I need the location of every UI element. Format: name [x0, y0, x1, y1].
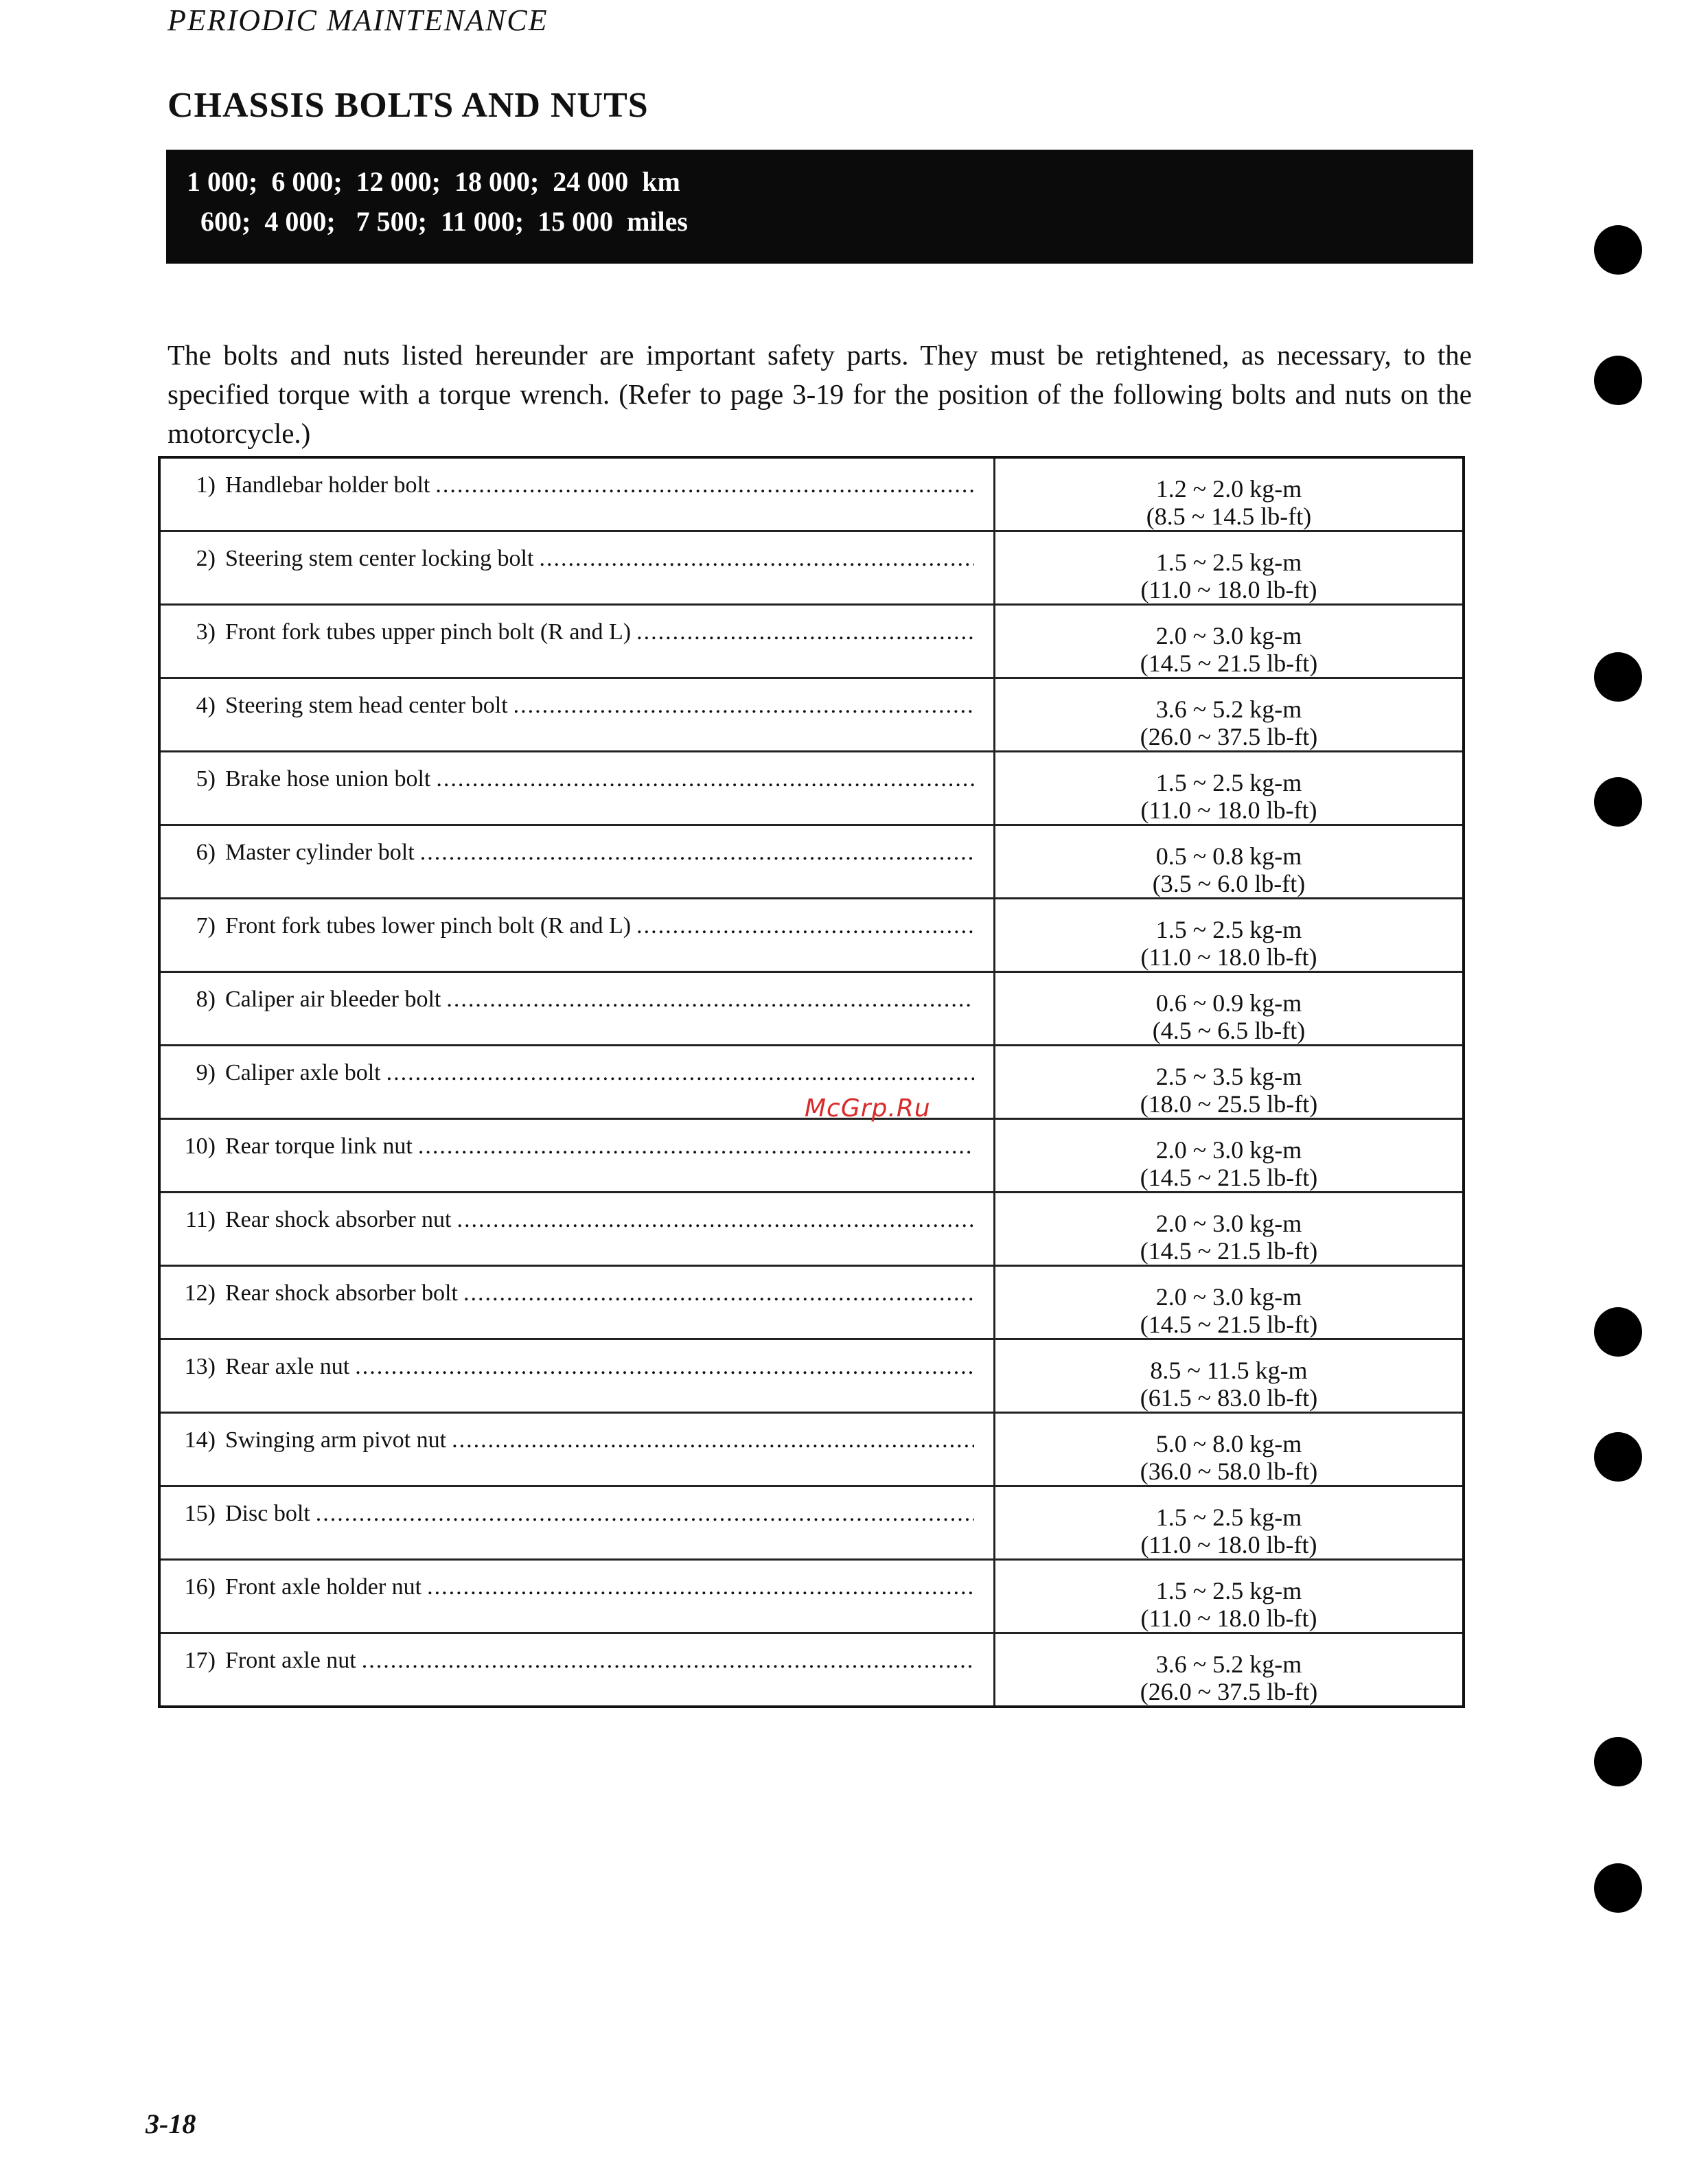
torque-value-cell: [995, 605, 1464, 678]
bolt-name: Disc bolt: [225, 1501, 310, 1526]
bolt-name: Front fork tubes upper pinch bolt (R and L): [225, 619, 632, 645]
bolt-item-cell: [159, 1119, 995, 1193]
bolt-item-cell: [159, 972, 995, 1046]
torque-imperial: (11.0 ~ 18.0 lb-ft): [1140, 576, 1317, 603]
item-number: 4): [196, 693, 216, 718]
item-number: 17): [184, 1648, 216, 1673]
torque-table: [158, 456, 1465, 1708]
bolt-name: Brake hose union bolt: [225, 766, 431, 792]
item-number: 13): [184, 1354, 216, 1379]
intro-paragraph: The bolts and nuts listed hereunder are important safety parts. They must be retightened, as necessary, to the specified torque with a torque wrench. (Refer to page 3-19 for the position of the following bolts and nuts on the motorcycle.): [168, 339, 1472, 449]
item-number: 16): [184, 1574, 216, 1600]
running-head: PERIODIC MAINTENANCE: [168, 3, 549, 37]
bolt-item-cell: [159, 752, 995, 825]
bolt-name: Front fork tubes lower pinch bolt (R and L): [225, 913, 632, 939]
dot-leader: [636, 913, 974, 939]
table-row: [159, 1633, 1464, 1707]
item-number: 14): [184, 1427, 216, 1453]
dot-leader: [362, 1648, 974, 1674]
punch-hole-icon: [1594, 1432, 1642, 1482]
torque-imperial: (14.5 ~ 21.5 lb-ft): [1140, 649, 1318, 677]
section-title: CHASSIS BOLTS AND NUTS: [168, 86, 649, 125]
torque-metric: 2.0 ~ 3.0 kg-m: [1155, 1283, 1302, 1311]
torque-imperial: (26.0 ~ 37.5 lb-ft): [1140, 1678, 1318, 1705]
dot-leader: [436, 766, 974, 792]
item-number: 9): [196, 1060, 216, 1085]
bolt-item-cell: [159, 899, 995, 972]
interval-miles: 600; 4 000; 7 500; 11 000; 15 000 miles: [187, 206, 688, 237]
torque-value-cell: [995, 531, 1464, 605]
torque-metric: 1.5 ~ 2.5 kg-m: [1155, 549, 1302, 576]
table-row: [159, 1193, 1464, 1266]
torque-metric: 1.5 ~ 2.5 kg-m: [1155, 1577, 1302, 1604]
torque-metric: 2.0 ~ 3.0 kg-m: [1155, 1136, 1302, 1164]
dot-leader: [636, 619, 974, 645]
bolt-name: Rear shock absorber bolt: [225, 1280, 458, 1306]
dot-leader: [539, 546, 974, 572]
bolt-name: Rear axle nut: [225, 1354, 350, 1379]
torque-metric: 8.5 ~ 11.5 kg-m: [1150, 1357, 1308, 1384]
torque-metric: 2.0 ~ 3.0 kg-m: [1155, 622, 1302, 649]
torque-metric: 5.0 ~ 8.0 kg-m: [1155, 1430, 1302, 1458]
bolt-item-cell: [159, 825, 995, 899]
table-row: [159, 825, 1464, 899]
bolt-item-cell: [159, 457, 995, 531]
item-number: 10): [184, 1133, 216, 1159]
torque-value-cell: [995, 752, 1464, 825]
bolt-item-cell: [159, 1486, 995, 1560]
bolt-item-cell: [159, 1413, 995, 1486]
torque-imperial: (14.5 ~ 21.5 lb-ft): [1140, 1311, 1318, 1338]
dot-leader: [420, 840, 974, 866]
torque-imperial: (11.0 ~ 18.0 lb-ft): [1140, 1531, 1317, 1558]
item-number: 6): [196, 840, 216, 865]
bolt-name: Handlebar holder bolt: [225, 472, 430, 498]
table-row: [159, 899, 1464, 972]
dot-leader: [457, 1207, 974, 1233]
table-row: [159, 1266, 1464, 1339]
bolt-name: Steering stem center locking bolt: [225, 546, 534, 571]
table-row: [159, 1560, 1464, 1633]
torque-value-cell: [995, 1560, 1464, 1633]
item-number: 3): [196, 619, 216, 645]
torque-imperial: (61.5 ~ 83.0 lb-ft): [1140, 1384, 1318, 1412]
dot-leader: [452, 1427, 974, 1453]
torque-imperial: (3.5 ~ 6.0 lb-ft): [1152, 870, 1306, 897]
torque-imperial: (11.0 ~ 18.0 lb-ft): [1140, 1604, 1317, 1632]
table-row: [159, 1486, 1464, 1560]
torque-imperial: (14.5 ~ 21.5 lb-ft): [1140, 1164, 1318, 1191]
torque-value-cell: [995, 972, 1464, 1046]
table-row: [159, 1413, 1464, 1486]
interval-km: 1 000; 6 000; 12 000; 18 000; 24 000 km: [187, 166, 680, 197]
item-number: 5): [196, 766, 216, 792]
bolt-name: Front axle nut: [225, 1648, 356, 1673]
torque-metric: 2.5 ~ 3.5 kg-m: [1155, 1063, 1302, 1090]
punch-hole-icon: [1594, 1307, 1642, 1357]
table-row: [159, 972, 1464, 1046]
torque-imperial: (18.0 ~ 25.5 lb-ft): [1140, 1090, 1318, 1118]
dot-leader: [316, 1501, 974, 1527]
item-number: 2): [196, 546, 216, 571]
dot-leader: [446, 987, 974, 1013]
dot-leader: [386, 1060, 974, 1086]
torque-imperial: (4.5 ~ 6.5 lb-ft): [1152, 1017, 1306, 1044]
table-row: [159, 457, 1464, 531]
torque-value-cell: [995, 899, 1464, 972]
torque-value-cell: [995, 1413, 1464, 1486]
dot-leader: [513, 693, 974, 719]
torque-metric: 1.5 ~ 2.5 kg-m: [1155, 1504, 1302, 1531]
bolt-item-cell: [159, 678, 995, 752]
torque-value-cell: [995, 1339, 1464, 1413]
table-row: [159, 531, 1464, 605]
maintenance-interval-banner: [166, 150, 1473, 264]
torque-value-cell: [995, 825, 1464, 899]
table-row: [159, 1119, 1464, 1193]
item-number: 12): [184, 1280, 216, 1306]
punch-hole-icon: [1594, 1863, 1642, 1913]
dot-leader: [435, 472, 974, 498]
torque-metric: 3.6 ~ 5.2 kg-m: [1155, 695, 1302, 723]
table-row: [159, 678, 1464, 752]
torque-metric: 1.5 ~ 2.5 kg-m: [1155, 916, 1302, 943]
punch-hole-icon: [1594, 225, 1642, 275]
torque-value-cell: [995, 1633, 1464, 1707]
bolt-name: Caliper air bleeder bolt: [225, 987, 441, 1012]
bolt-item-cell: [159, 1339, 995, 1413]
torque-imperial: (36.0 ~ 58.0 lb-ft): [1140, 1458, 1318, 1485]
bolt-name: Master cylinder bolt: [225, 840, 415, 865]
bolt-item-cell: [159, 1560, 995, 1633]
item-number: 7): [196, 913, 216, 939]
torque-metric: 1.5 ~ 2.5 kg-m: [1155, 769, 1302, 796]
table-row: [159, 605, 1464, 678]
punch-hole-icon: [1594, 777, 1642, 827]
torque-value-cell: [995, 457, 1464, 531]
torque-value-cell: [995, 1266, 1464, 1339]
torque-value-cell: [995, 1193, 1464, 1266]
dot-leader: [463, 1280, 974, 1307]
torque-metric: 2.0 ~ 3.0 kg-m: [1155, 1210, 1302, 1237]
item-number: 1): [196, 472, 216, 498]
item-number: 15): [184, 1501, 216, 1526]
torque-value-cell: [995, 1486, 1464, 1560]
torque-imperial: (8.5 ~ 14.5 lb-ft): [1146, 503, 1312, 530]
page-number: 3-18: [146, 2108, 196, 2139]
item-number: 11): [185, 1207, 216, 1232]
bolt-name: Rear shock absorber nut: [225, 1207, 452, 1232]
bolt-item-cell: [159, 1193, 995, 1266]
bolt-item-cell: [159, 1633, 995, 1707]
bolt-name: Steering stem head center bolt: [225, 693, 508, 718]
bolt-name: Caliper axle bolt: [225, 1060, 381, 1085]
table-row: [159, 1339, 1464, 1413]
torque-imperial: (11.0 ~ 18.0 lb-ft): [1140, 796, 1317, 824]
torque-value-cell: [995, 678, 1464, 752]
item-number: 8): [196, 987, 216, 1012]
bolt-item-cell: [159, 1266, 995, 1339]
torque-value-cell: [995, 1119, 1464, 1193]
dot-leader: [418, 1133, 974, 1160]
bolt-item-cell: [159, 531, 995, 605]
torque-value-cell: [995, 1046, 1464, 1119]
bolt-name: Rear torque link nut: [225, 1133, 413, 1159]
bolt-item-cell: [159, 605, 995, 678]
torque-imperial: (11.0 ~ 18.0 lb-ft): [1140, 943, 1317, 971]
torque-metric: 3.6 ~ 5.2 kg-m: [1155, 1650, 1302, 1678]
torque-imperial: (26.0 ~ 37.5 lb-ft): [1140, 723, 1318, 750]
torque-metric: 0.6 ~ 0.9 kg-m: [1155, 989, 1302, 1017]
dot-leader: [355, 1354, 974, 1380]
punch-hole-icon: [1594, 356, 1642, 405]
dot-leader: [427, 1574, 974, 1600]
torque-imperial: (14.5 ~ 21.5 lb-ft): [1140, 1237, 1318, 1265]
punch-hole-icon: [1594, 652, 1642, 702]
torque-metric: 1.2 ~ 2.0 kg-m: [1155, 475, 1302, 503]
bolt-name: Front axle holder nut: [225, 1574, 422, 1600]
table-row: [159, 752, 1464, 825]
torque-metric: 0.5 ~ 0.8 kg-m: [1155, 842, 1302, 870]
watermark: McGrp.Ru: [805, 1094, 931, 1123]
punch-hole-icon: [1594, 1737, 1642, 1786]
bolt-name: Swinging arm pivot nut: [225, 1427, 447, 1453]
